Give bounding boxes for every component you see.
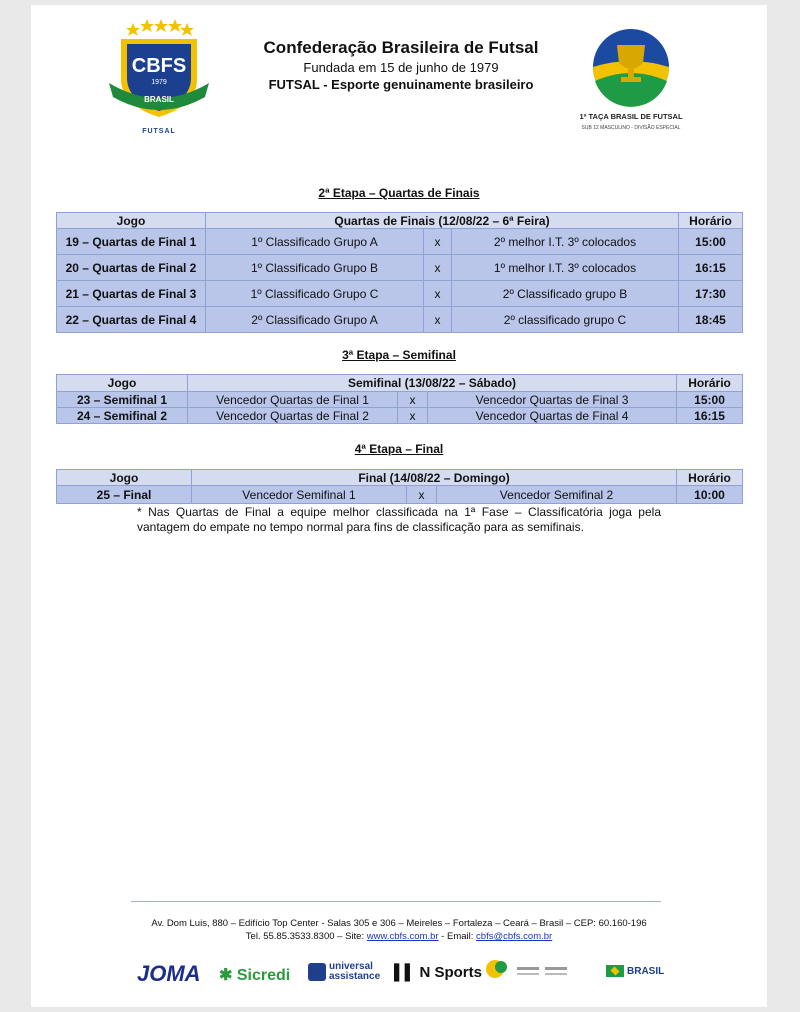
col-stage: Semifinal (13/08/22 – Sábado) (188, 375, 677, 392)
table-row (57, 486, 743, 504)
cell-horario: 15:00 (679, 229, 743, 255)
cell-vs: x (424, 229, 452, 255)
etapa2-title: 2ª Etapa – Quartas de Finais (318, 186, 480, 200)
footnote: * Nas Quartas de Final a equipe melhor classificada na 1ª Fase – Classificatória joga pela vantagem do empate no tempo normal para fins de classificação para as semifinais. (137, 505, 661, 534)
cell-jogo: 22 – Quartas de Final 4 (57, 307, 206, 333)
cell-team-a: Vencedor Semifinal 1 (192, 486, 407, 504)
etapa3-table (56, 374, 743, 424)
col-horario: Horário (677, 470, 743, 486)
nsports-icon: ▌▌ (394, 964, 416, 981)
table-row (57, 281, 743, 307)
cbfs-logo (107, 17, 211, 137)
cell-team-b: Vencedor Quartas de Final 4 (428, 408, 677, 424)
cell-horario: 10:00 (677, 486, 743, 504)
contact-line (31, 930, 767, 943)
col-stage: Final (14/08/22 – Domingo) (192, 470, 677, 486)
sponsor-brasil: BRASIL (606, 965, 664, 977)
cell-jogo: 19 – Quartas de Final 1 (57, 229, 206, 255)
sponsor-joma: JOMA (137, 961, 201, 986)
header-text (201, 37, 601, 93)
col-jogo: Jogo (57, 470, 192, 486)
sponsor-nsports: ▌▌ N Sports (394, 964, 482, 981)
email-link[interactable]: cbfs@cbfs.com.br (476, 931, 553, 942)
brasil-flag-icon (606, 965, 624, 977)
sponsor-bar (131, 955, 691, 995)
etapa4-title: 4ª Etapa – Final (354, 442, 444, 456)
etapa2-table (56, 212, 743, 333)
table-row (57, 392, 743, 408)
cell-jogo: 25 – Final (57, 486, 192, 504)
sicredi-icon: ✱ (219, 967, 233, 984)
cell-team-a: 1º Classificado Grupo B (206, 255, 424, 281)
taca-brasil-logo (571, 25, 691, 137)
sponsor-sicredi: ✱ Sicredi (219, 967, 291, 984)
cell-team-a: Vencedor Quartas de Final 2 (188, 408, 398, 424)
table-row (57, 408, 743, 424)
cell-jogo: 20 – Quartas de Final 2 (57, 255, 206, 281)
table-header-row (57, 213, 743, 229)
cell-team-b: 2º Classificado grupo B (452, 281, 679, 307)
tagline: FUTSAL - Esporte genuinamente brasileiro (268, 77, 534, 92)
svg-text:1ª TAÇA BRASIL DE FUTSAL: 1ª TAÇA BRASIL DE FUTSAL (579, 112, 683, 121)
address-line: Av. Dom Luis, 880 – Edifício Top Center - Salas 305 e 306 – Meireles – Fortaleza – Ceará – Brasil – CEP: 60.160-196 (151, 918, 647, 929)
email-label: - Email: (438, 931, 477, 942)
cell-vs: x (398, 408, 428, 424)
cell-jogo: 23 – Semifinal 1 (57, 392, 188, 408)
footer-divider (131, 901, 661, 902)
cell-vs: x (398, 392, 428, 408)
cell-team-b: Vencedor Semifinal 2 (437, 486, 677, 504)
cell-vs: x (424, 307, 452, 333)
cell-team-a: 2º Classificado Grupo A (206, 307, 424, 333)
table-header-row (57, 470, 743, 486)
incentive-law-seal (483, 957, 573, 987)
cell-jogo: 21 – Quartas de Final 3 (57, 281, 206, 307)
cell-team-b: Vencedor Quartas de Final 3 (428, 392, 677, 408)
cell-horario: 18:45 (679, 307, 743, 333)
col-stage: Quartas de Finais (12/08/22 – 6ª Feira) (206, 213, 679, 229)
document-page (31, 5, 767, 1007)
cell-horario: 17:30 (679, 281, 743, 307)
table-row (57, 255, 743, 281)
etapa4-table (56, 469, 743, 504)
table-row (57, 229, 743, 255)
cell-team-b: 1º melhor I.T. 3º colocados (452, 255, 679, 281)
cell-team-b: 2º classificado grupo C (452, 307, 679, 333)
cell-team-a: 1º Classificado Grupo A (206, 229, 424, 255)
cell-horario: 15:00 (677, 392, 743, 408)
sponsor-universal: universal assistance (308, 962, 389, 982)
footer-address (31, 917, 767, 943)
cell-team-b: 2º melhor I.T. 3º colocados (452, 229, 679, 255)
cell-vs: x (424, 281, 452, 307)
table-header-row (57, 375, 743, 392)
cell-vs: x (424, 255, 452, 281)
col-jogo: Jogo (57, 213, 206, 229)
tel-text: Tel. 55.85.3533.8300 – Site: (245, 931, 367, 942)
cell-team-a: 1º Classificado Grupo C (206, 281, 424, 307)
col-jogo: Jogo (57, 375, 188, 392)
government-seals (483, 957, 573, 992)
cell-horario: 16:15 (677, 408, 743, 424)
svg-text:BRASIL: BRASIL (144, 95, 174, 104)
site-link[interactable]: www.cbfs.com.br (366, 931, 439, 942)
svg-text:CBFS: CBFS (131, 55, 187, 77)
col-horario: Horário (677, 375, 743, 392)
svg-text:1979: 1979 (151, 79, 167, 86)
cell-horario: 16:15 (679, 255, 743, 281)
svg-text:SUB 12 MASCULINO - DIVISÃO ESP: SUB 12 MASCULINO - DIVISÃO ESPECIAL (581, 125, 681, 131)
founded-line: Fundada em 15 de junho de 1979 (303, 60, 499, 75)
org-title: Confederação Brasileira de Futsal (263, 38, 539, 57)
cell-jogo: 24 – Semifinal 2 (57, 408, 188, 424)
etapa3-title: 3ª Etapa – Semifinal (342, 348, 456, 362)
cell-vs: x (407, 486, 437, 504)
cell-team-a: Vencedor Quartas de Final 1 (188, 392, 398, 408)
svg-text:FUTSAL: FUTSAL (142, 128, 176, 135)
universal-icon (308, 963, 326, 981)
col-horario: Horário (679, 213, 743, 229)
table-row (57, 307, 743, 333)
